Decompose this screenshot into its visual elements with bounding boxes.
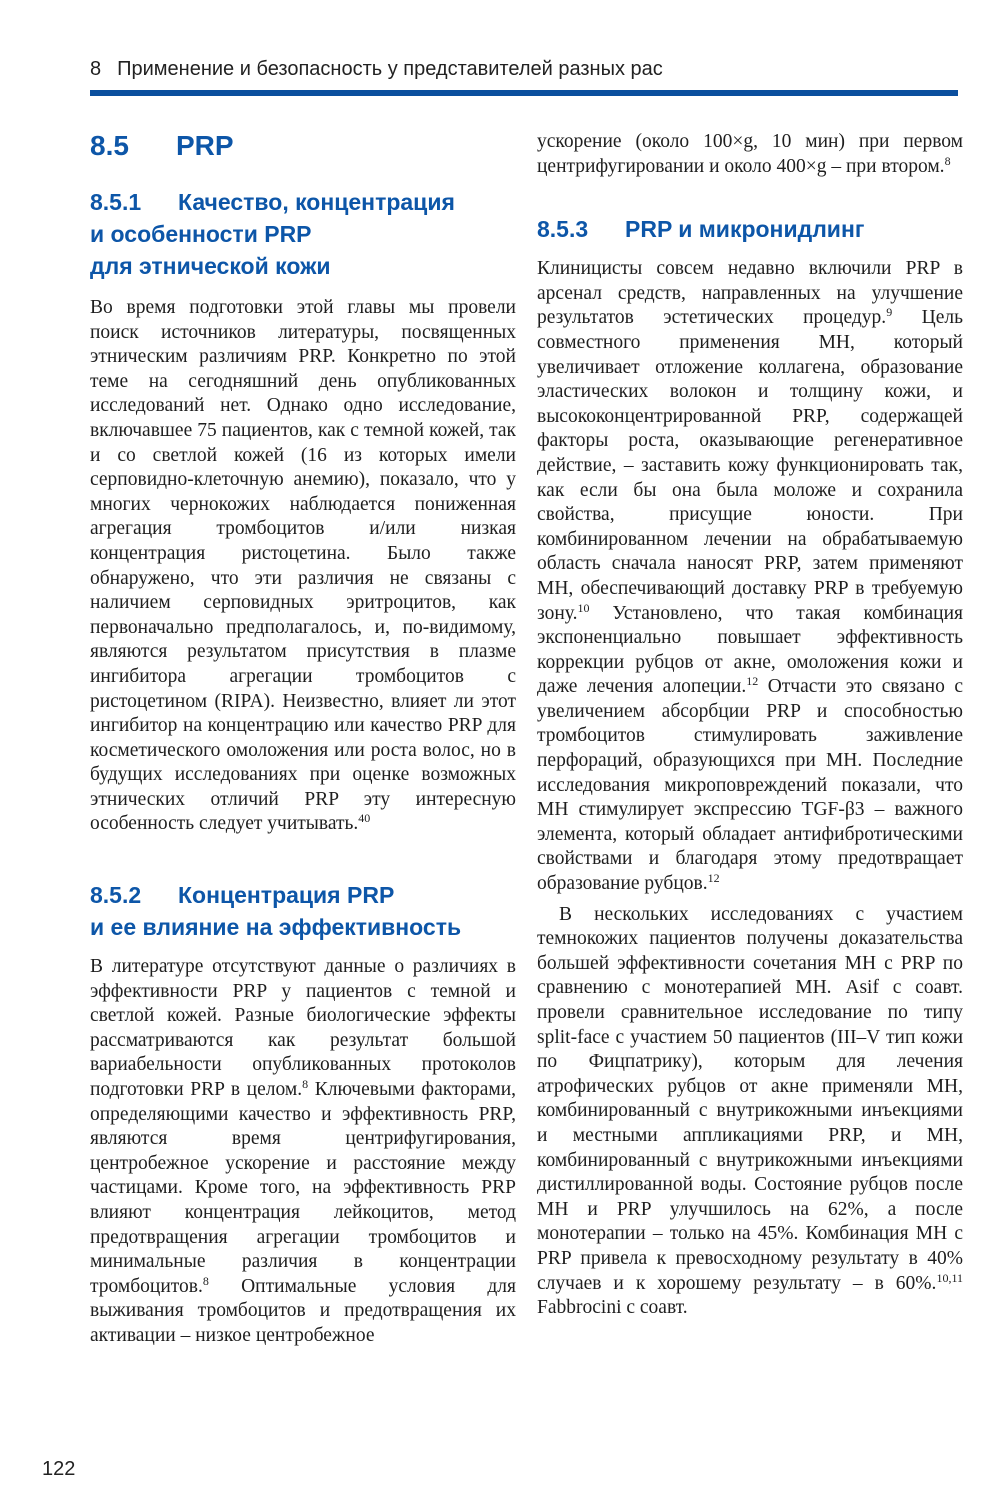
header-rule bbox=[90, 90, 958, 96]
reference-mark: 40 bbox=[358, 811, 371, 826]
paragraph-text: ускорение (около 100×g, 10 мин) при первом центрифугировании и около 400×g – при втором. bbox=[537, 131, 963, 177]
subsection-1-heading bbox=[90, 186, 516, 282]
paragraph-text: Ключевыми факторами, определяющими качество и эффективность PRP, являются время центрифугирования, центробежное ускорение и расстояние между частицами. Кроме того, на эффективность PRP влияют концентрация лейкоцитов, метод предотвращения агрегации тромбоцитов и минимальные различия в концентрации тромбоцитов. bbox=[90, 1079, 517, 1297]
chapter-title: Применение и безопасность у представителей разных рас bbox=[117, 58, 663, 80]
right-column bbox=[537, 130, 963, 1321]
reference-mark: 10 bbox=[577, 600, 590, 615]
paragraph-text: Клиницисты совсем недавно включили PRP в арсенал средств, направленных на улучшение результатов эстетических процедур. bbox=[537, 258, 963, 329]
reference-mark: 8 bbox=[944, 153, 951, 168]
section-number: 8.5 bbox=[90, 130, 129, 161]
subsection-1-title-line-1: Качество, концентрация bbox=[178, 189, 455, 215]
reference-mark: 10,11 bbox=[936, 1270, 963, 1285]
page-number: 122 bbox=[42, 1458, 76, 1480]
chapter-number: 8 bbox=[90, 58, 102, 80]
paragraph-text: Отчасти это связано с увеличением абсорбции PRP и способностью тромбоцитов стимулировать заживление перфораций, образующихся при МН. Последние исследования микроповреждений показали, что МН стимулирует экспрессию TGF-β3 – важного элемента, который обладает антифибротическими свойствами и благодаря этому предотвращает образование рубцов. bbox=[537, 676, 964, 895]
subsection-2-title-line-1: Концентрация PRP bbox=[178, 882, 395, 909]
subsection-1-title-line-2: и особенности PRP bbox=[90, 221, 312, 247]
paragraph-text: Цель совместного применения МН, который увеличивает отложение коллагена, образование эластических волокон и толщину кожи, и высококонцентрированной PRP, содержащей факторы роста, оказывающие регенеративное действие, – заставить кожу функционировать так, как если бы она была моложе и сохранила свойства, присущие юности. При комбинированном лечении на обрабатываемую область сначала наносят PRP, затем применяют МН, обеспечивающий доставку PRP в требуемую зону. bbox=[537, 307, 963, 624]
paragraph-text: Во время подготовки этой главы мы провели поиск источников литературы, посвященных этническим различиям PRP. Конкретно по этой теме на сегодняшний день опубликованных исследований нет. Однако одно исследование, включавшее 75 пациентов, как с темной кожей, так и со светлой кожей (16 из которых имели серповидно-клеточную анемию), показало, что у многих чернокожих наблюдается пониженная агрегация тромбоцитов и/или низкая концентрация ристоцетина. Было также обнаружено, что эти различия не связаны с наличием серповидных эритроцитов, как первоначально предполагалось, и, по-видимому, являются результатом присутствия в плазме ингибитора агрегации тромбоцитов с ристоцетином (RIPA). Неизвестно, влияет ли этот ингибитор на концентрацию или качество PRP для косметического омоложения или роста волос, но в будущих исследованиях при оценке возможных этнических отличий PRP эту интересную особенность следует учитывать. bbox=[90, 297, 516, 835]
running-head bbox=[90, 58, 958, 81]
subsection-1-number: 8.5.1 bbox=[90, 189, 142, 215]
subsection-2-paragraph bbox=[90, 955, 516, 1349]
subsection-3-title: PRP и микронидлинг bbox=[625, 216, 865, 243]
subsection-1-title-line-3: для этнической кожи bbox=[90, 253, 331, 279]
paragraph-text: В нескольких исследованиях с участием темнокожих пациентов получены доказательства большей эффективности сочетания МН с PRP по сравнению с монотерапией МН. Asif с соавт. провели сравнительное исследование по типу split-face с участием 50 пациентов (III–V тип кожи по Фицпатрику), которым для лечения атрофических рубцов от акне применяли МН, комбинированный с внутрикожными инъекциями и местными аппликациями PRP, и МН, комбинированный с внутрикожными инъекциями дистиллированной воды. Состояние рубцов после МН и PRP улучшилось на 62%, а после монотерапии – только на 45%. Комбинация МН с PRP привела к превосходному результату в 40% случаев и к хорошему результату – в 60%. bbox=[537, 903, 963, 1294]
subsection-2-paragraph-continued bbox=[537, 130, 963, 179]
subsection-3-paragraph-2 bbox=[537, 903, 963, 1321]
subsection-1-paragraph bbox=[90, 296, 516, 837]
paragraph-text: Fabbrocini с соавт. bbox=[537, 1297, 688, 1319]
paragraph-text: В литературе отсутствуют данные о различиях в эффективности PRP у пациентов с темной и светлой кожей. Разные биологические эффекты рассматриваются как результат большой вариабельности опубликованных протоколов подготовки PRP в целом. bbox=[90, 956, 516, 1101]
section-title: PRP bbox=[176, 130, 234, 161]
subsection-2-title-line-2: и ее влияние на эффективность bbox=[90, 914, 462, 941]
left-column bbox=[90, 126, 516, 1349]
reference-mark: 8 bbox=[302, 1077, 309, 1092]
reference-mark: 8 bbox=[202, 1273, 209, 1288]
subsection-2-heading bbox=[90, 879, 516, 943]
reference-mark: 12 bbox=[707, 871, 720, 886]
paragraph-text: Установлено, что такая комбинация экспоненциально повышает эффективность коррекции рубцов от акне, омоложения кожи и даже лечения алопеции. bbox=[537, 602, 963, 698]
section-heading bbox=[90, 126, 516, 166]
subsection-2-number: 8.5.2 bbox=[90, 882, 142, 909]
subsection-3-paragraph-1 bbox=[537, 257, 963, 896]
paragraph-text: Оптимальные условия для выживания тромбоцитов и предотвращения их активации – низкое центробежное bbox=[90, 1275, 516, 1346]
reference-mark: 12 bbox=[746, 674, 759, 689]
subsection-3-number: 8.5.3 bbox=[537, 216, 589, 243]
subsection-3-heading bbox=[537, 213, 963, 245]
reference-mark: 9 bbox=[886, 305, 893, 320]
